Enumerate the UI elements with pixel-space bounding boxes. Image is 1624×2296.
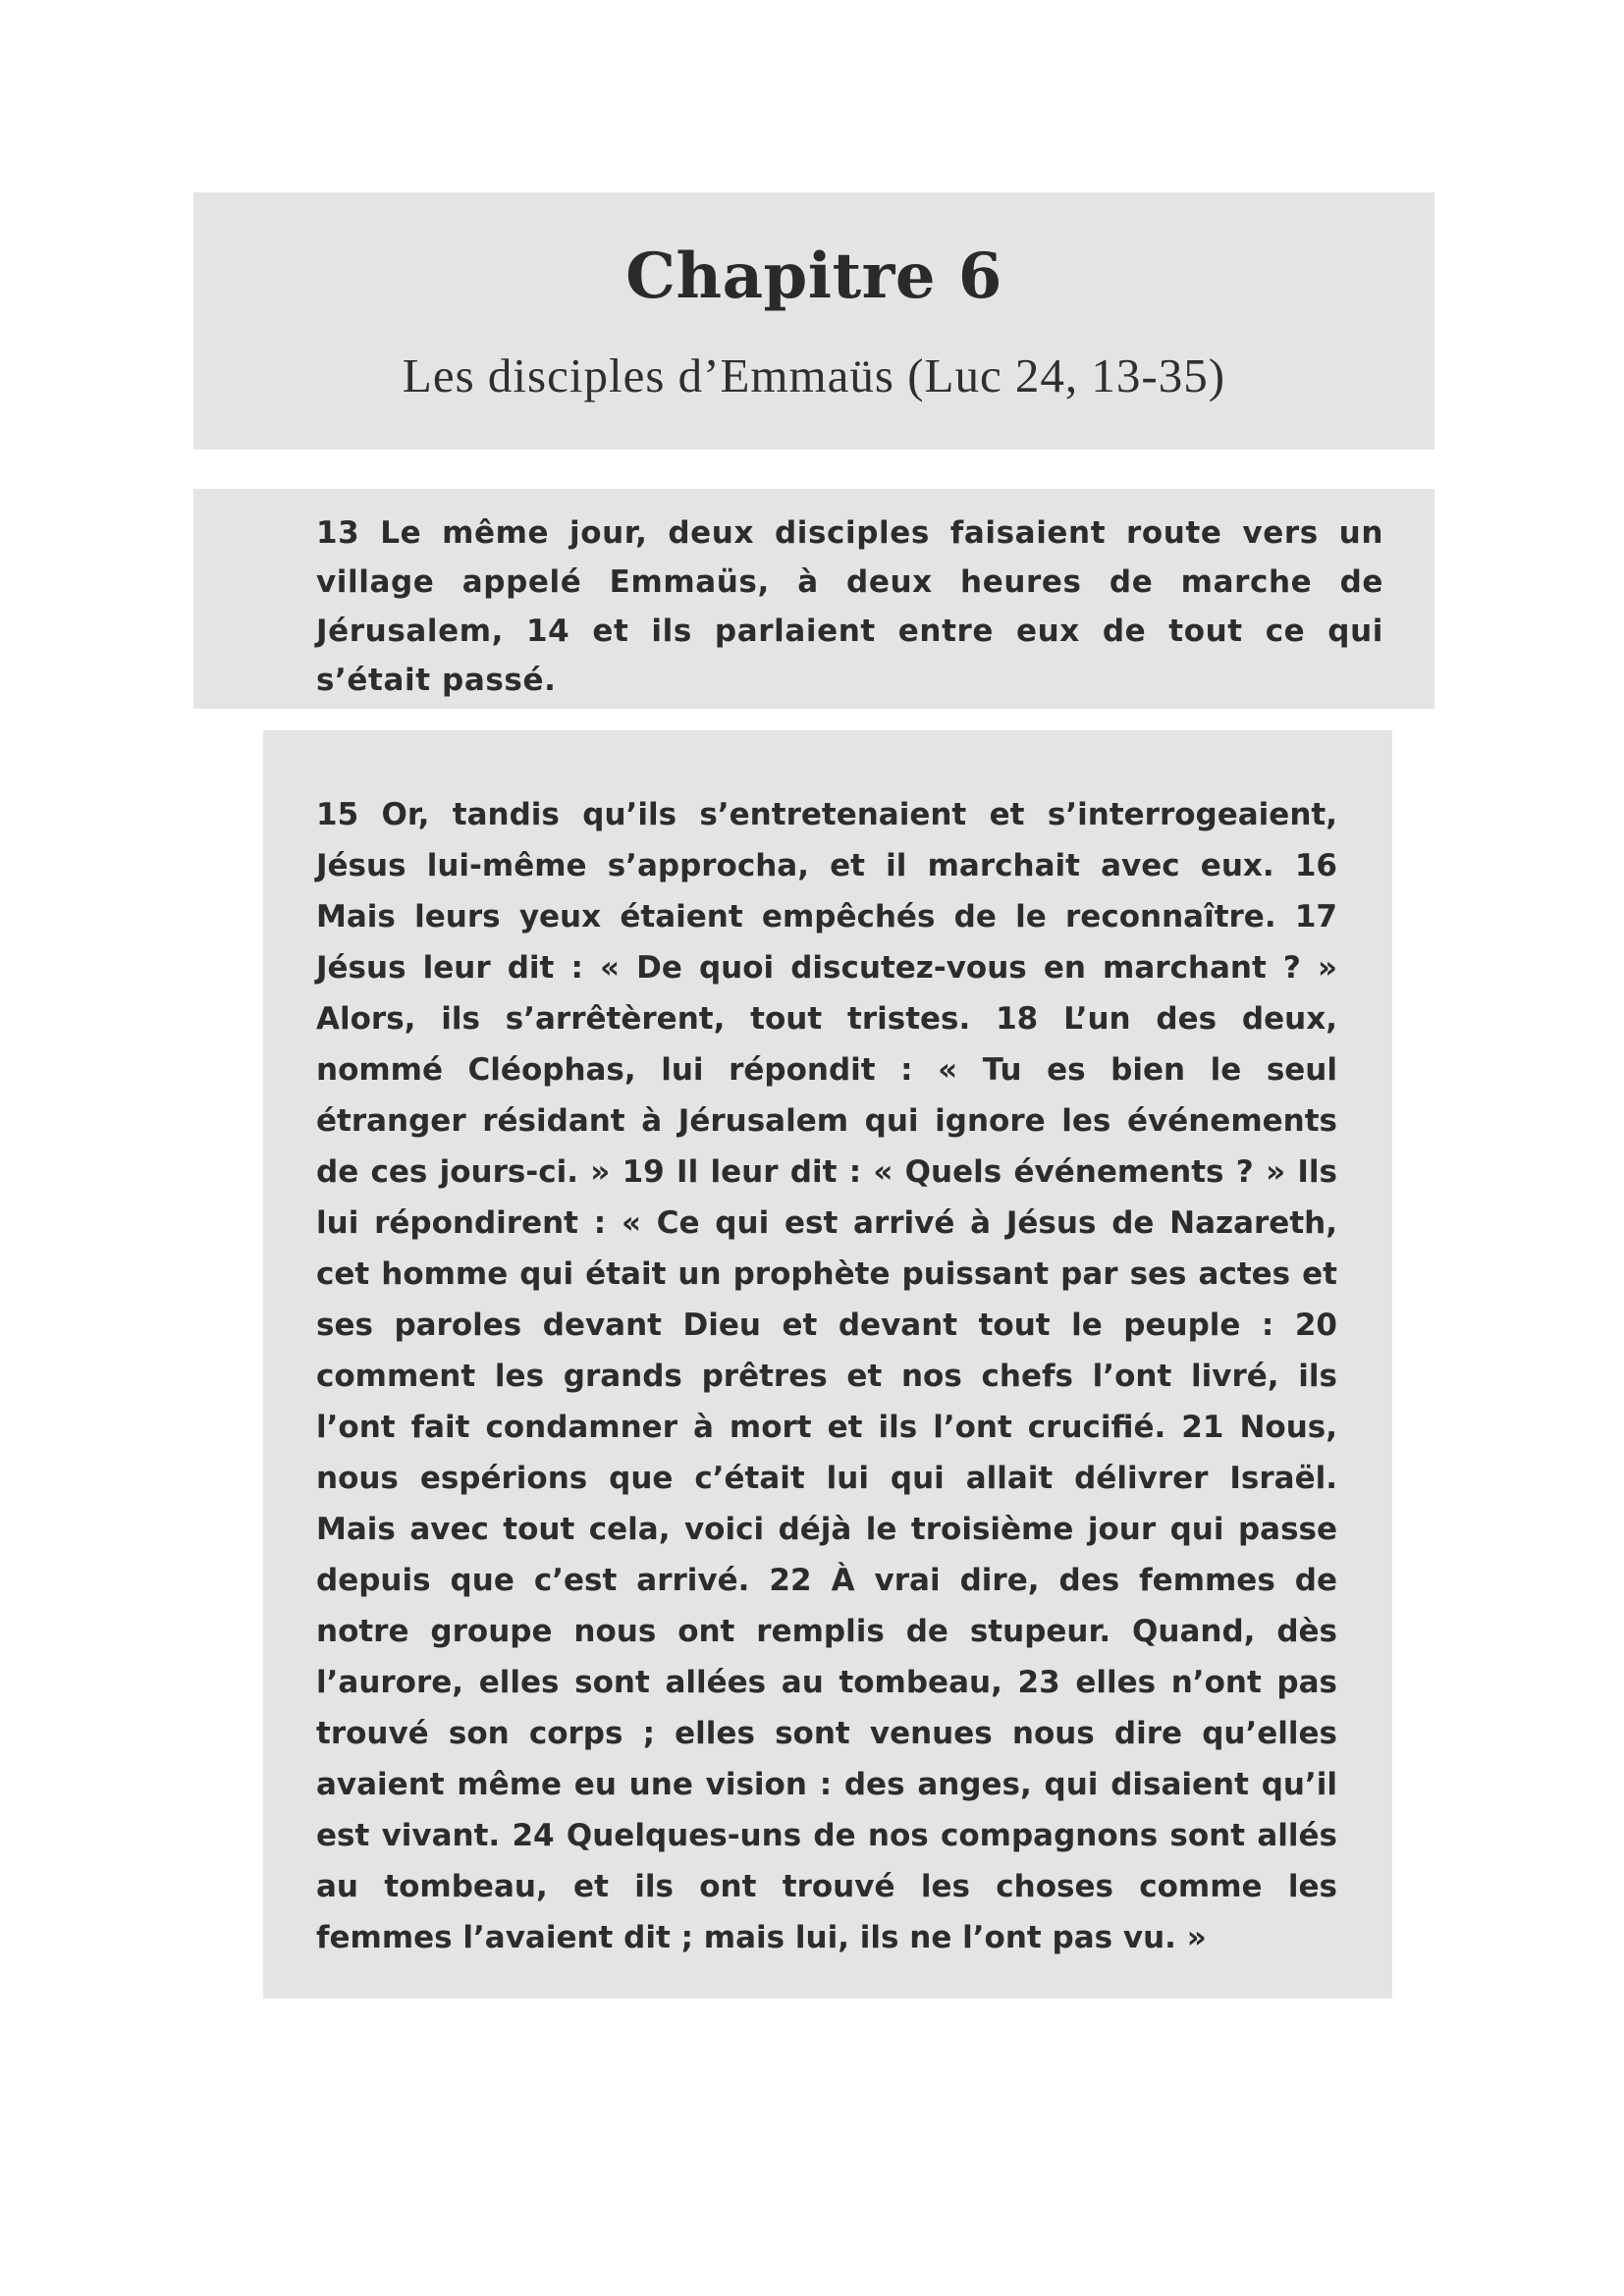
passage-block-2 (263, 730, 1392, 1999)
passage-block-1 (193, 489, 1435, 709)
chapter-header (193, 192, 1435, 450)
passage-text-1: 13 Le même jour, deux disciples faisaient route vers un village appelé Emmaüs, à deux heures de marche de Jérusalem, 14 et ils parlaient entre eux de tout ce qui s’était passé. (316, 515, 1383, 698)
passage-text-2: 15 Or, tandis qu’ils s’entretenaient et s’interrogeaient, Jésus lui-même s’approcha, et il marchait avec eux. 16 Mais leurs yeux étaient empêchés de le reconnaître. 17 Jésus leur dit : « De quoi discutez-vous en marchant ? » Alors, ils s’arrêtèrent, tout tristes. 18 L’un des deux, nommé Cléophas, lui répondit : « Tu es bien le seul étranger résidant à Jérusalem qui ignore les événements de ces jours-ci. » 19 Il leur dit : « Quels événements ? » Ils lui répondirent : « Ce qui est arrivé à Jésus de Nazareth, cet homme qui était un prophète puissant par ses actes et ses paroles devant Dieu et devant tout le peuple : 20 comment les grands prêtres et nos chefs l’ont livré, ils l’ont fait condamner à mort et ils l’ont crucifié. 21 Nous, nous espérions que c’était lui qui allait délivrer Israël. Mais avec tout cela, voici déjà le troisième jour qui passe depuis que c’est arrivé. 22 À vrai dire, des femmes de notre groupe nous ont remplis de stupeur. Quand, dès l’aurore, elles sont allées au tombeau, 23 elles n’ont pas trouvé son corps ; elles sont venues nous dire qu’elles avaient même eu une vision : des anges, qui disaient qu’il est vivant. 24 Quelques-uns de nos compagnons sont allés au tombeau, et ils ont trouvé les choses comme les femmes l’avaient dit ; mais lui, ils ne l’ont pas vu. » (316, 797, 1337, 1955)
chapter-title: Chapitre 6 (625, 240, 1002, 313)
chapter-subtitle: Les disciples d’Emmaüs (Luc 24, 13-35) (402, 348, 1226, 402)
